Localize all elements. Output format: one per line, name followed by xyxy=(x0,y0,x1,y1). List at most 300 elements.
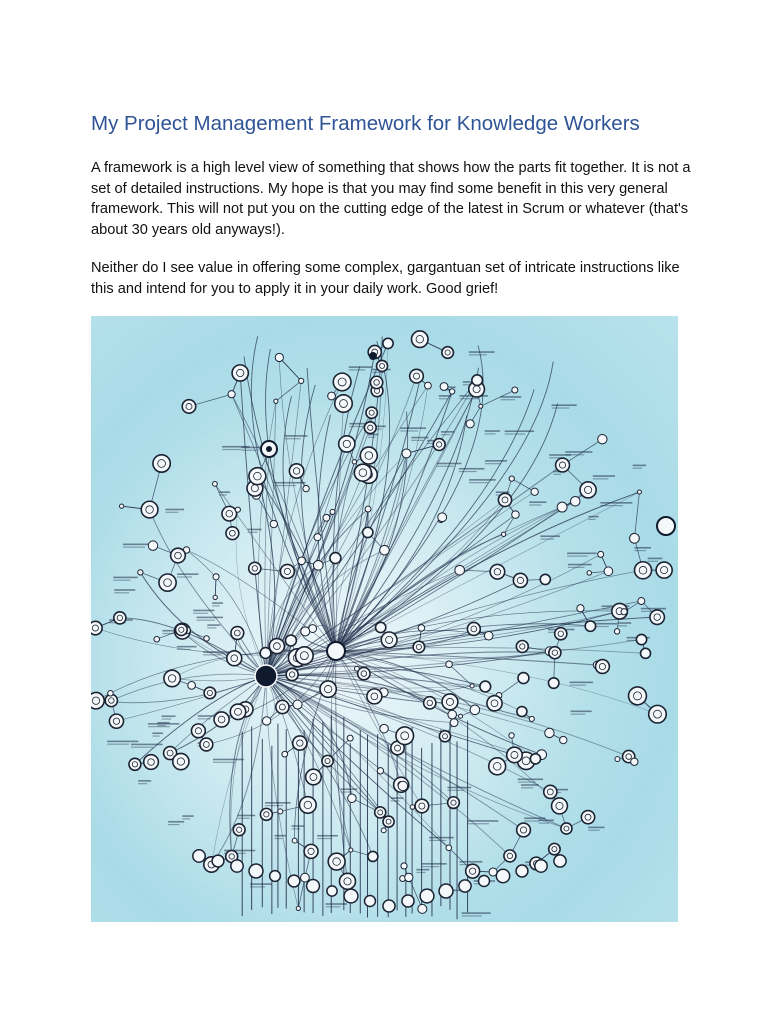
network-label-mark xyxy=(505,430,534,432)
network-node xyxy=(280,564,294,578)
network-node xyxy=(138,570,143,575)
network-label-mark xyxy=(570,682,593,684)
network-node xyxy=(433,439,445,451)
network-node xyxy=(109,714,123,728)
network-label-mark xyxy=(411,437,428,439)
network-node xyxy=(478,875,489,886)
network-node xyxy=(154,636,160,642)
network-label-mark xyxy=(539,823,550,824)
network-node xyxy=(365,506,371,512)
network-label-mark xyxy=(131,747,153,748)
network-label-mark xyxy=(285,438,301,439)
network-label-mark xyxy=(552,404,577,406)
network-node xyxy=(214,712,229,727)
network-label-mark xyxy=(467,823,489,824)
network-label-mark xyxy=(165,512,178,513)
network-label-mark xyxy=(634,547,651,549)
network-label-mark xyxy=(265,805,283,806)
network-node xyxy=(649,705,667,723)
network-dark-node xyxy=(369,352,377,360)
network-node xyxy=(530,754,540,764)
network-node xyxy=(285,635,296,646)
network-label-mark xyxy=(447,790,464,791)
network-node xyxy=(367,689,382,704)
network-label-mark xyxy=(460,398,480,399)
network-node xyxy=(501,532,505,536)
network-node xyxy=(344,889,358,903)
network-node xyxy=(466,864,480,878)
network-label-mark xyxy=(600,505,622,506)
network-label-mark xyxy=(292,828,301,829)
network-node xyxy=(641,648,651,658)
network-label-mark xyxy=(391,797,404,799)
network-label-mark xyxy=(182,815,193,817)
network-node xyxy=(339,436,355,452)
network-label-mark xyxy=(198,715,217,717)
network-node xyxy=(480,681,491,692)
network-node xyxy=(141,501,158,518)
network-node xyxy=(439,884,453,898)
network-node xyxy=(360,447,377,464)
network-node xyxy=(204,687,216,699)
network-node xyxy=(299,378,304,383)
network-node xyxy=(153,455,170,472)
network-node xyxy=(638,598,645,605)
network-label-mark xyxy=(285,435,307,437)
network-label-mark xyxy=(521,784,539,786)
network-label-mark xyxy=(439,395,452,397)
network-label-mark xyxy=(588,827,604,829)
network-label-mark xyxy=(485,463,500,464)
network-node xyxy=(446,661,453,668)
network-node xyxy=(293,700,302,709)
network-node xyxy=(270,871,281,882)
network-node xyxy=(380,545,390,555)
network-label-mark xyxy=(148,726,170,727)
network-node xyxy=(119,504,123,508)
network-node xyxy=(365,896,376,907)
network-label-mark xyxy=(469,351,495,353)
network-node xyxy=(323,514,330,521)
network-node xyxy=(459,714,463,718)
network-node xyxy=(410,369,424,383)
network-node xyxy=(413,641,425,653)
network-node xyxy=(517,707,527,717)
network-node xyxy=(479,404,483,408)
network-node xyxy=(188,682,196,690)
network-node xyxy=(598,435,607,444)
network-node xyxy=(549,647,561,659)
network-label-mark xyxy=(505,433,526,434)
network-node xyxy=(507,747,523,763)
network-label-mark xyxy=(633,468,642,469)
network-label-mark xyxy=(193,610,214,612)
network-node xyxy=(235,507,240,512)
network-label-mark xyxy=(350,426,363,427)
network-node xyxy=(129,758,141,770)
network-label-mark xyxy=(114,592,129,593)
network-label-mark xyxy=(411,440,423,441)
network-node xyxy=(182,400,195,413)
network-label-mark xyxy=(157,725,166,726)
network-node xyxy=(159,574,176,591)
network-label-mark xyxy=(565,451,592,453)
network-node xyxy=(289,464,303,478)
network-label-mark xyxy=(521,787,533,788)
network-label-mark xyxy=(317,838,332,839)
network-node xyxy=(306,769,322,785)
network-label-mark xyxy=(633,465,646,467)
network-node xyxy=(504,850,516,862)
network-label-mark xyxy=(107,744,129,745)
network-hub-main xyxy=(255,665,277,687)
network-node xyxy=(561,823,572,834)
network-label-mark xyxy=(529,501,546,503)
network-node xyxy=(383,816,394,827)
network-label-mark xyxy=(138,783,147,784)
network-label-mark xyxy=(274,835,285,837)
network-node xyxy=(364,422,376,434)
network-node xyxy=(396,727,414,745)
network-node xyxy=(448,710,457,719)
network-label-mark xyxy=(113,580,130,581)
network-node xyxy=(296,906,300,910)
network-label-mark xyxy=(196,617,223,619)
network-node xyxy=(516,640,528,652)
network-node xyxy=(293,736,307,750)
network-node xyxy=(512,511,519,518)
network-node xyxy=(91,692,104,708)
network-node xyxy=(322,755,333,766)
network-node xyxy=(448,797,460,809)
network-label-mark xyxy=(274,482,305,484)
paragraph-second: Neither do I see value in offering some complex, gargantuan set of intricate instructions like this and intend for you to apply it in your daily work. Good grief! xyxy=(91,260,680,297)
network-node xyxy=(260,808,272,820)
network-node xyxy=(249,468,266,485)
network-node xyxy=(292,838,297,843)
network-label-mark xyxy=(539,820,554,822)
network-label-mark xyxy=(326,906,341,907)
network-node xyxy=(380,724,389,733)
network-node xyxy=(144,755,159,770)
network-label-mark xyxy=(107,741,138,743)
network-label-mark xyxy=(429,840,446,841)
network-label-mark xyxy=(588,516,598,518)
network-node xyxy=(412,331,429,348)
network-node xyxy=(375,807,386,818)
network-node xyxy=(487,696,502,711)
network-label-mark xyxy=(165,509,184,511)
network-node xyxy=(328,853,345,870)
network-label-mark xyxy=(341,791,353,792)
network-node xyxy=(450,719,458,727)
network-node xyxy=(401,863,407,869)
network-node xyxy=(630,533,640,543)
network-diagram-svg xyxy=(91,316,678,922)
network-node xyxy=(286,668,298,680)
network-label-mark xyxy=(422,863,447,865)
network-label-mark xyxy=(341,788,357,790)
network-label-mark xyxy=(570,714,585,715)
network-label-mark xyxy=(113,577,138,579)
network-node xyxy=(232,365,248,381)
network-label-mark xyxy=(485,433,496,434)
network-node xyxy=(222,506,237,521)
network-node xyxy=(330,553,341,564)
network-node xyxy=(484,631,493,640)
network-label-mark xyxy=(496,491,509,493)
network-node xyxy=(327,886,337,896)
network-label-mark xyxy=(152,735,159,736)
network-node xyxy=(275,353,283,361)
network-label-mark xyxy=(222,449,241,450)
network-node xyxy=(164,670,180,686)
network-label-mark xyxy=(177,649,191,650)
network-label-mark xyxy=(162,718,172,719)
network-node xyxy=(402,895,414,907)
network-label-mark xyxy=(349,366,373,368)
network-label-mark xyxy=(524,820,539,821)
network-node xyxy=(191,724,205,738)
network-label-mark xyxy=(265,802,291,804)
network-node xyxy=(227,651,242,666)
network-label-mark xyxy=(196,620,215,621)
network-node xyxy=(249,562,261,574)
network-node xyxy=(545,728,554,737)
network-label-mark xyxy=(429,837,454,839)
network-label-mark xyxy=(317,835,338,837)
network-node xyxy=(330,509,335,514)
network-node xyxy=(415,799,429,813)
network-node xyxy=(307,880,320,893)
network-label-mark xyxy=(524,817,545,819)
network-label-mark xyxy=(203,651,229,653)
network-node xyxy=(348,794,356,802)
network-label-mark xyxy=(485,460,507,462)
network-node xyxy=(656,562,672,578)
network-node xyxy=(490,564,505,579)
network-node xyxy=(175,624,187,636)
network-label-mark xyxy=(441,431,454,433)
network-node xyxy=(300,797,317,814)
network-node xyxy=(381,632,397,648)
paragraph-intro: A framework is a high level view of something that shows how the parts fit together. It is not a set of detailed instructions. My hope is that you may find some benefit in this very general framework. This will not put you on the cutting edge of the latest in Scrum or whatever (that's about 30 years old anyways!). xyxy=(91,160,691,238)
network-label-mark xyxy=(213,759,244,761)
network-label-mark xyxy=(203,654,221,655)
network-label-mark xyxy=(292,825,304,827)
network-eye-node-center xyxy=(266,446,272,452)
network-node xyxy=(282,751,288,757)
network-label-mark xyxy=(501,399,515,400)
network-label-mark xyxy=(553,474,561,475)
network-label-mark xyxy=(177,576,192,577)
network-label-mark xyxy=(540,538,554,539)
network-label-mark xyxy=(459,468,485,470)
network-node xyxy=(270,520,277,527)
network-node xyxy=(212,855,224,867)
network-node xyxy=(274,399,278,403)
network-label-mark xyxy=(274,838,282,839)
network-node xyxy=(446,845,452,851)
network-label-mark xyxy=(469,354,487,355)
network-node xyxy=(513,573,527,587)
network-node xyxy=(424,697,436,709)
network-node xyxy=(377,768,383,774)
network-node xyxy=(615,757,620,762)
network-label-mark xyxy=(593,478,609,479)
network-node xyxy=(459,880,471,892)
network-node xyxy=(439,731,450,742)
network-node xyxy=(442,694,458,710)
network-label-mark xyxy=(168,821,184,823)
network-node xyxy=(349,848,353,852)
network-label-mark xyxy=(552,407,570,408)
network-label-mark xyxy=(617,622,631,624)
network-hub-secondary xyxy=(327,642,345,660)
network-node xyxy=(552,798,568,814)
network-label-mark xyxy=(540,535,560,537)
network-label-mark xyxy=(422,866,440,867)
network-label-mark xyxy=(588,519,595,520)
network-node xyxy=(304,844,318,858)
network-node xyxy=(518,673,529,684)
network-node xyxy=(354,464,371,481)
network-label-mark xyxy=(641,608,666,610)
network-label-mark xyxy=(198,718,211,719)
network-node xyxy=(498,493,511,506)
network-node xyxy=(420,889,434,903)
network-node xyxy=(621,609,627,615)
network-node xyxy=(370,376,382,388)
network-node xyxy=(555,628,567,640)
network-label-mark xyxy=(469,479,496,481)
network-node xyxy=(418,904,427,913)
network-node xyxy=(410,805,414,809)
network-label-mark xyxy=(250,886,265,887)
network-node xyxy=(328,392,336,400)
network-node xyxy=(634,562,651,579)
network-label-mark xyxy=(177,646,197,648)
network-node xyxy=(193,850,205,862)
network-label-mark xyxy=(467,820,498,822)
network-label-mark xyxy=(518,778,543,780)
network-node xyxy=(529,716,534,721)
network-label-mark xyxy=(439,398,448,399)
network-node xyxy=(231,627,244,640)
network-label-mark xyxy=(248,529,262,531)
network-diagram-image xyxy=(91,316,678,922)
network-label-mark xyxy=(207,627,216,628)
network-node xyxy=(288,875,300,887)
network-node xyxy=(313,560,323,570)
network-label-mark xyxy=(416,869,429,871)
network-label-mark xyxy=(138,780,151,782)
network-node xyxy=(614,629,619,634)
network-node xyxy=(517,823,531,837)
network-node xyxy=(249,864,263,878)
network-node xyxy=(467,622,480,635)
network-label-mark xyxy=(501,396,522,398)
network-node xyxy=(438,513,447,522)
network-node xyxy=(466,420,474,428)
network-node xyxy=(114,612,126,624)
network-label-mark xyxy=(462,912,491,914)
network-node xyxy=(303,485,309,491)
network-node xyxy=(556,458,570,472)
network-node xyxy=(204,636,209,641)
network-label-mark xyxy=(152,732,163,734)
network-node xyxy=(228,391,235,398)
network-node xyxy=(472,375,483,386)
network-node xyxy=(314,534,321,541)
network-node xyxy=(296,647,314,665)
network-node xyxy=(383,338,393,348)
network-node xyxy=(650,610,665,625)
network-label-mark xyxy=(588,830,599,831)
network-node xyxy=(509,476,514,481)
network-node xyxy=(171,548,186,563)
network-node xyxy=(200,738,213,751)
network-label-mark xyxy=(114,589,135,591)
network-label-mark xyxy=(567,555,588,556)
network-label-mark xyxy=(241,450,258,451)
network-node xyxy=(637,490,641,494)
network-node xyxy=(260,648,271,659)
network-node xyxy=(604,567,613,576)
network-node xyxy=(554,855,566,867)
network-node xyxy=(440,383,448,391)
network-label-mark xyxy=(123,547,145,548)
network-label-mark xyxy=(131,744,163,746)
network-label-mark xyxy=(219,494,227,495)
network-node xyxy=(226,527,239,540)
document-title: My Project Management Framework for Knowledge Workers xyxy=(91,112,640,135)
network-label-mark xyxy=(219,491,230,493)
network-node xyxy=(278,809,283,814)
network-node xyxy=(269,639,284,654)
network-node xyxy=(301,873,310,882)
network-node xyxy=(213,574,219,580)
network-label-mark xyxy=(462,915,482,916)
network-label-mark xyxy=(182,818,190,819)
network-label-mark xyxy=(391,800,400,801)
network-label-mark xyxy=(248,532,258,533)
network-node xyxy=(581,811,594,824)
network-label-mark xyxy=(437,466,454,467)
network-label-mark xyxy=(400,427,426,429)
network-node xyxy=(544,785,557,798)
network-label-mark xyxy=(162,715,176,717)
network-node xyxy=(298,557,306,565)
network-label-mark xyxy=(617,625,627,626)
network-node xyxy=(548,678,559,689)
network-node xyxy=(449,389,454,394)
network-node xyxy=(213,481,218,486)
network-label-mark xyxy=(237,815,255,817)
network-node xyxy=(595,660,609,674)
network-label-mark xyxy=(168,824,179,825)
network-node xyxy=(377,360,388,371)
network-node xyxy=(383,900,395,912)
network-node xyxy=(230,704,245,719)
network-node xyxy=(231,860,243,872)
network-node xyxy=(276,700,289,713)
network-node xyxy=(320,681,336,697)
network-label-mark xyxy=(518,781,536,782)
network-node xyxy=(425,382,432,389)
network-node xyxy=(333,373,351,391)
network-node xyxy=(570,497,580,507)
